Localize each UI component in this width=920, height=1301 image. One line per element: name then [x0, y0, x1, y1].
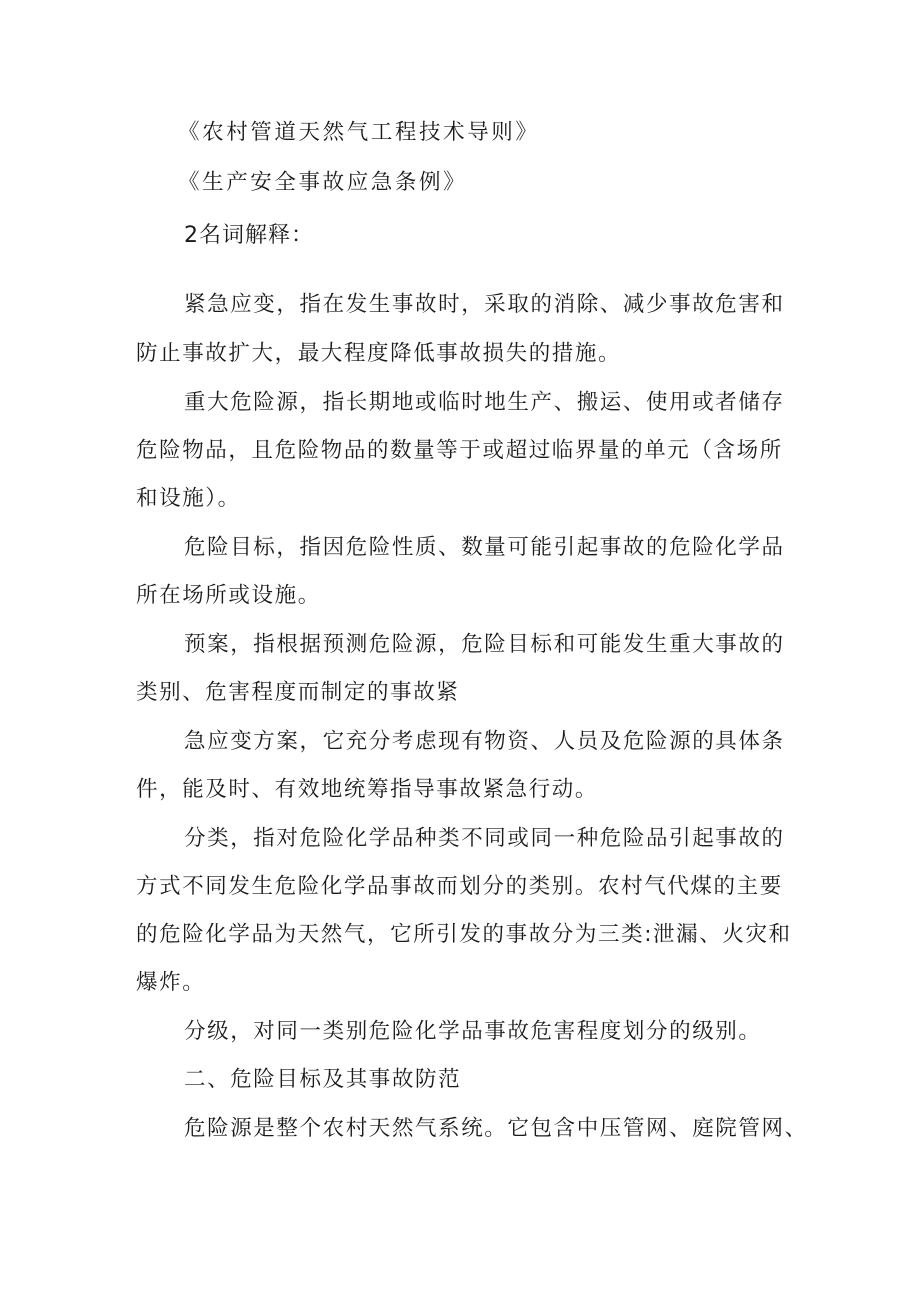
- paragraph-line: 防止事故扩大，最大程度降低事故损失的措施。: [136, 341, 622, 366]
- paragraph-line: 急应变方案，它充分考虑现有物资、人员及危险源的具体条: [184, 729, 785, 754]
- reference-line: 《生产安全事故应急条例》: [178, 170, 468, 195]
- paragraph-line: 危险目标，指因危险性质、数量可能引起事故的危险化学品: [184, 535, 785, 560]
- paragraph-line: 紧急应变，指在发生事故时，采取的消除、减少事故危害和: [184, 292, 785, 317]
- paragraph-line: 件，能及时、有效地统筹指导事故紧急行动。: [136, 777, 599, 802]
- paragraph-line: 危险物品，且危险物品的数量等于或超过临界量的单元（含场所: [136, 438, 783, 463]
- section-heading: 2名词解释：: [184, 223, 314, 248]
- paragraph-line: 分类，指对危险化学品种类不同或同一种危险品引起事故的: [184, 826, 785, 851]
- section-heading: 二、危险目标及其事故防范: [184, 1067, 462, 1092]
- paragraph-line: 所在场所或设施。: [136, 583, 321, 608]
- paragraph-line: 方式不同发生危险化学品事故而划分的类别。农村气代煤的主要: [136, 874, 783, 899]
- paragraph-line: 危险源是整个农村天然气系统。它包含中压管网、庭院管网、: [184, 1116, 808, 1141]
- paragraph-line: 和设施）。: [136, 486, 241, 511]
- paragraph-line: 爆炸。: [136, 970, 206, 995]
- paragraph-line: 预案，指根据预测危险源，危险目标和可能发生重大事故的: [184, 632, 785, 657]
- paragraph-line: 的危险化学品为天然气，它所引发的事故分为三类:泄漏、火灾和: [136, 922, 792, 947]
- reference-line: 《农村管道天然气工程技术导则》: [178, 120, 540, 145]
- paragraph-line: 分级，对同一类别危险化学品事故危害程度划分的级别。: [184, 1019, 762, 1044]
- paragraph-line: 重大危险源，指长期地或临时地生产、搬运、使用或者储存: [184, 390, 785, 415]
- paragraph-line: 类别、危害程度而制定的事故紧: [136, 680, 460, 705]
